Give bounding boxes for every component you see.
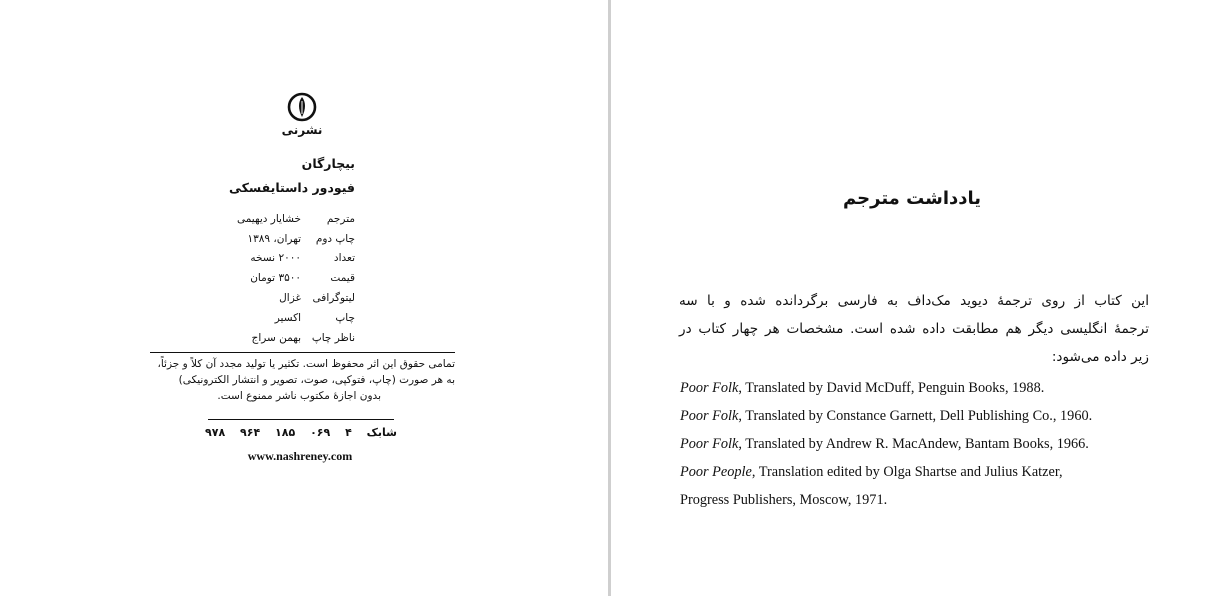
copyright-line: بدون اجازهٔ مکتوب ناشر ممنوع است. [217, 390, 381, 402]
credit-row [200, 268, 355, 288]
book-title: بیچارگان [301, 156, 355, 171]
reference-continuation: Progress Publishers, Moscow, 1971. [680, 492, 888, 508]
credit-row [200, 288, 355, 308]
publisher-logo [280, 92, 324, 140]
credit-row [200, 308, 355, 328]
paragraph-line: ترجمهٔ انگلیسی دیگر هم مطابقت داده شده است. مشخصات هر چهار کتاب در [679, 321, 1149, 337]
page-title: یادداشت مترجم [843, 188, 981, 209]
reference-title: Poor Folk [680, 408, 739, 424]
pen-nib-logo-icon [280, 92, 324, 122]
credit-label: لیتوگرافی [312, 292, 355, 305]
reference-title: Poor People [680, 464, 752, 480]
reference-item [680, 402, 1150, 430]
reference-details: , Translated by Constance Garnett, Dell Publishing Co., 1960. [738, 408, 1093, 424]
credit-value: غزال [279, 292, 301, 305]
paragraph-line: زیر داده می‌شود: [1051, 349, 1149, 365]
credit-label: چاپ [335, 311, 355, 324]
credit-value: تهران، ۱۳۸۹ [247, 232, 301, 245]
credit-value: ۲۰۰۰ نسخه [250, 252, 301, 265]
isbn-part: ۹۶۴ [240, 426, 261, 439]
credit-row [200, 209, 355, 229]
credit-value: اکسیر [274, 311, 301, 324]
reference-details: , Translation edited by Olga Shartse and Julius Katzer, [751, 464, 1063, 480]
divider-rule [150, 352, 455, 353]
credit-label: چاپ دوم [315, 232, 355, 245]
publisher-logo-text: نشرنی [281, 123, 323, 137]
divider-rule [208, 419, 394, 420]
credit-value: بهمن سراج [251, 331, 301, 344]
isbn-line [205, 426, 397, 439]
isbn-label: شابک [366, 426, 397, 439]
publisher-website: www.nashreney.com [247, 449, 353, 463]
right-page [611, 0, 1223, 596]
reference-list [680, 374, 1150, 514]
credit-row [200, 249, 355, 269]
credit-value: ۳۵۰۰ تومان [250, 272, 301, 285]
credit-row [200, 229, 355, 249]
credit-row [200, 328, 355, 348]
book-author: فیودور داستایفسکی [229, 180, 355, 195]
isbn-part: ۰۶۹ [310, 426, 331, 439]
reference-details: , Translated by Andrew R. MacAndew, Bantam Books, 1966. [738, 436, 1089, 452]
credit-label: تعداد [333, 252, 355, 265]
copyright-notice [150, 356, 455, 404]
left-page [0, 0, 609, 596]
reference-item [680, 458, 1150, 486]
credit-label: قیمت [330, 272, 355, 285]
credit-value: خشایار دیهیمی [236, 212, 301, 225]
paragraph-line: این کتاب از روی ترجمهٔ دیوید مک‌داف به فارسی برگردانده شده و با سه [679, 293, 1149, 309]
reference-item [680, 430, 1150, 458]
reference-title: Poor Folk [680, 436, 739, 452]
credits-list [200, 209, 355, 348]
copyright-line: تمامی حقوق این اثر محفوظ است. تکثیر یا تولید مجدد آن کلاً و جزئاً، [157, 358, 455, 370]
translator-note-paragraph [679, 287, 1149, 371]
isbn-part: ۴ [345, 426, 352, 439]
isbn-part: ۱۸۵ [275, 426, 296, 439]
reference-item [680, 374, 1150, 402]
credit-label: مترجم [326, 212, 355, 225]
reference-details: , Translated by David McDuff, Penguin Books, 1988. [738, 380, 1045, 396]
isbn-part: ۹۷۸ [205, 426, 226, 439]
reference-title: Poor Folk [680, 380, 739, 396]
credit-label: ناظر چاپ [311, 331, 355, 344]
copyright-line: به هر صورت (چاپ، فتوکپی، صوت، تصویر و انتشار الکترونیکی) [178, 374, 455, 386]
